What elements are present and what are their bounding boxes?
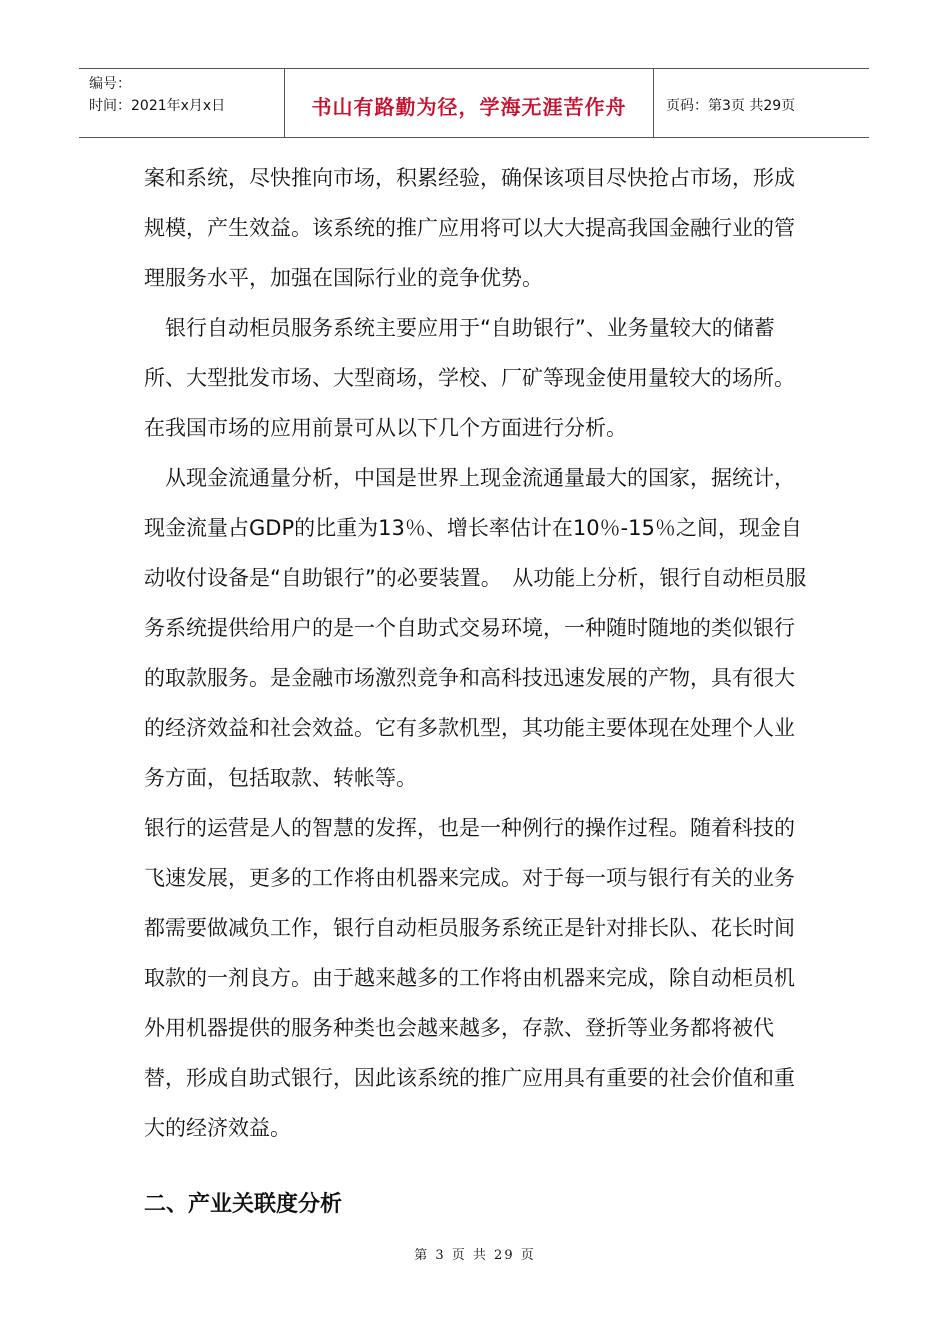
- header-page-info-cell: [654, 69, 869, 137]
- body-paragraph: 银行的运营是人的智慧的发挥，也是一种例行的操作过程。随着科技的飞速发展，更多的工作将由机器来完成。对于每一项与银行有关的业务都需要做减负工作，银行自动柜员服务系统正是针对排长队、花长时间取款的一剂良方。由于越来越多的工作将由机器来完成，除自动柜员机外用机器提供的服务种类也会越来越多，存款、登折等业务都将被代替，形成自助式银行，因此该系统的推广应用具有重要的社会价值和重大的经济效益。: [144, 816, 795, 1140]
- section-heading: 二、产业关联度分析: [144, 1192, 343, 1217]
- header-motto: 书山有路勤为径，学海无涯苦作舟: [311, 94, 627, 119]
- page-header: [79, 68, 869, 138]
- document-number-label: 编号：: [89, 76, 131, 92]
- header-motto-cell: [284, 69, 654, 137]
- header-page-info: 页码：第3页 共29页: [666, 98, 796, 114]
- body-paragraph: 案和系统，尽快推向市场，积累经验，确保该项目尽快抢占市场，形成规模，产生效益。该系统的推广应用将可以大大提高我国金融行业的管理服务水平，加强在国际行业的竞争优势。: [144, 166, 795, 290]
- body-paragraph: 银行自动柜员服务系统主要应用于“自助银行”、业务量较大的储蓄所、大型批发市场、大型商场，学校、厂矿等现金使用量较大的场所。在我国市场的应用前景可从以下几个方面进行分析。: [144, 316, 795, 440]
- header-meta: [79, 69, 284, 137]
- page-footer: 第 3 页 共 29 页: [414, 1248, 536, 1263]
- document-date: 时间：2021年x月x日: [89, 98, 226, 114]
- body-paragraph: 从现金流通量分析，中国是世界上现金流通量最大的国家，据统计，现金流量占GDP的比重为13％、增长率估计在10％-15％之间，现金自动收付设备是“自助银行”的必要装置。 从功能上分析，银行自动柜员服务系统提供给用户的是一个自助式交易环境，一种随时随地的类似银行的取款服务。是金融市场激烈竞争和高科技迅速发展的产物，具有很大的经济效益和社会效益。它有多款机型，其功能主要体现在处理个人业务方面，包括取款、转帐等。: [144, 466, 807, 790]
- document-body: [144, 153, 808, 1153]
